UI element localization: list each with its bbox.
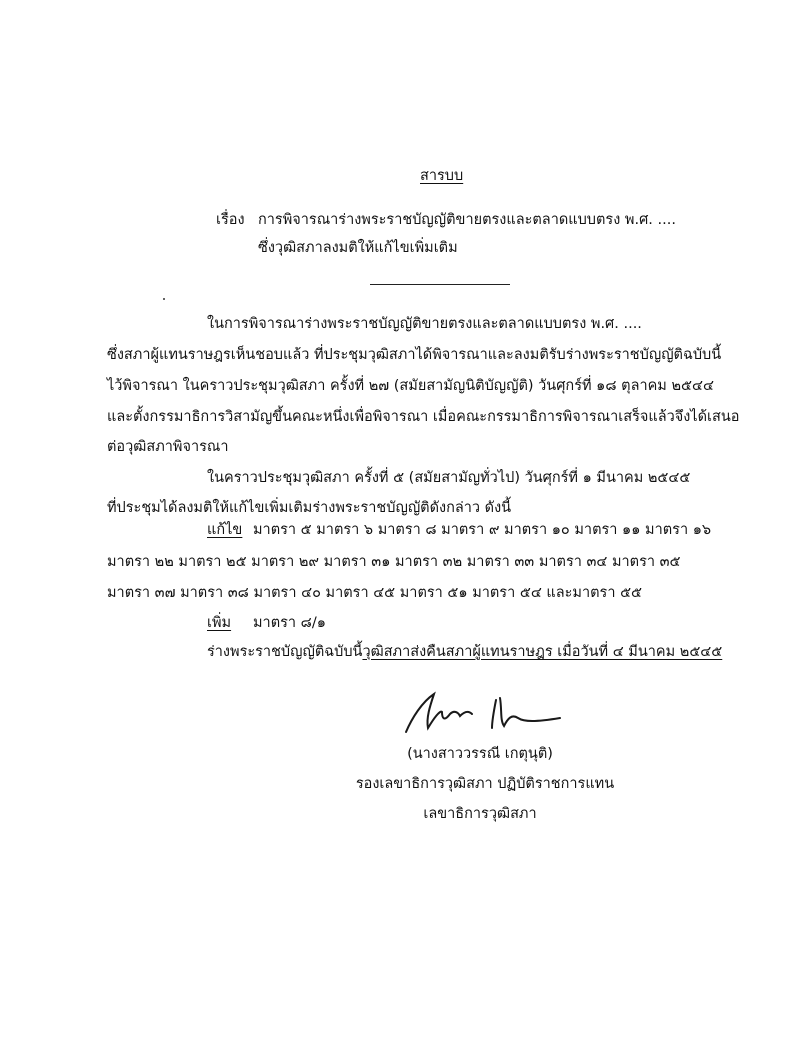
para1-line-5: ต่อวุฒิสภาพิจารณา [107, 439, 229, 455]
subject-line-1: การพิจารณาร่างพระราชบัญญัติขายตรงและตลาดแบบตรง พ.ศ. .... [258, 212, 676, 228]
amend-line-2: มาตรา ๒๒ มาตรา ๒๕ มาตรา ๒๙ มาตรา ๓๑ มาตรา ๓๒ มาตรา ๓๓ มาตรา ๓๔ มาตรา ๓๕ [107, 554, 681, 570]
subject-line-2: ซึ่งวุฒิสภาลงมติให้แก้ไขเพิ่มเติม [258, 240, 458, 256]
scan-speck [163, 298, 165, 300]
para1-line-2: ซึ่งสภาผู้แทนราษฎรเห็นชอบแล้ว ที่ประชุมวุฒิสภาได้พิจารณาและลงมติรับร่างพระราชบัญญัติฉบับนี้ [107, 347, 722, 363]
return-date: วุฒิสภาส่งคืนสภาผู้แทนราษฎร เมื่อวันที่ ๔ มีนาคม ๒๕๔๕ [362, 644, 723, 660]
para1-line-4: และตั้งกรรมาธิการวิสามัญขึ้นคณะหนึ่งเพื่อพิจารณา เมื่อคณะกรรมาธิการพิจารณาเสร็จแล้วจึงได้เสนอ [107, 409, 740, 425]
signer-name: (นางสาววรรณี เกตุนุติ) [407, 746, 553, 762]
para2-line-2: ที่ประชุมได้ลงมติให้แก้ไขเพิ่มเติมร่างพระราชบัญญัติดังกล่าว ดังนี้ [107, 500, 512, 516]
signer-position-2: เลขาธิการวุฒิสภา [423, 806, 537, 822]
para2-line-1: ในคราวประชุมวุฒิสภา ครั้งที่ ๕ (สมัยสามัญทั่วไป) วันศุกร์ที่ ๑ มีนาคม ๒๕๔๕ [207, 470, 691, 486]
divider-rule [370, 284, 510, 285]
para1-line-3: ไว้พิจารณา ในคราวประชุมวุฒิสภา ครั้งที่ ๒๗ (สมัยสามัญนิติบัญญัติ) วันศุกร์ที่ ๑๘ ตุลาคม ๒๕๔๔ [107, 378, 714, 394]
document-heading: สารบบ [420, 168, 464, 184]
amend-line-3: มาตรา ๓๗ มาตรา ๓๘ มาตรา ๔๐ มาตรา ๔๕ มาตรา ๕๑ มาตรา ๕๔ และมาตรา ๕๕ [107, 585, 643, 601]
para1-line-1: ในการพิจารณาร่างพระราชบัญญัติขายตรงและตลาดแบบตรง พ.ศ. .... [207, 316, 642, 332]
signature-image [400, 688, 570, 738]
return-line [207, 642, 722, 662]
return-prefix: ร่างพระราชบัญญัติฉบับนี้ [207, 644, 363, 660]
subject-label: เรื่อง [216, 212, 245, 228]
add-text: มาตรา ๘/๑ [253, 615, 326, 631]
amend-label: แก้ไข [207, 522, 243, 538]
amend-line-1: มาตรา ๕ มาตรา ๖ มาตรา ๘ มาตรา ๙ มาตรา ๑๐ มาตรา ๑๑ มาตรา ๑๖ [253, 522, 712, 538]
signer-position-1: รองเลขาธิการวุฒิสภา ปฏิบัติราชการแทน [355, 776, 615, 792]
add-label: เพิ่ม [207, 615, 232, 631]
